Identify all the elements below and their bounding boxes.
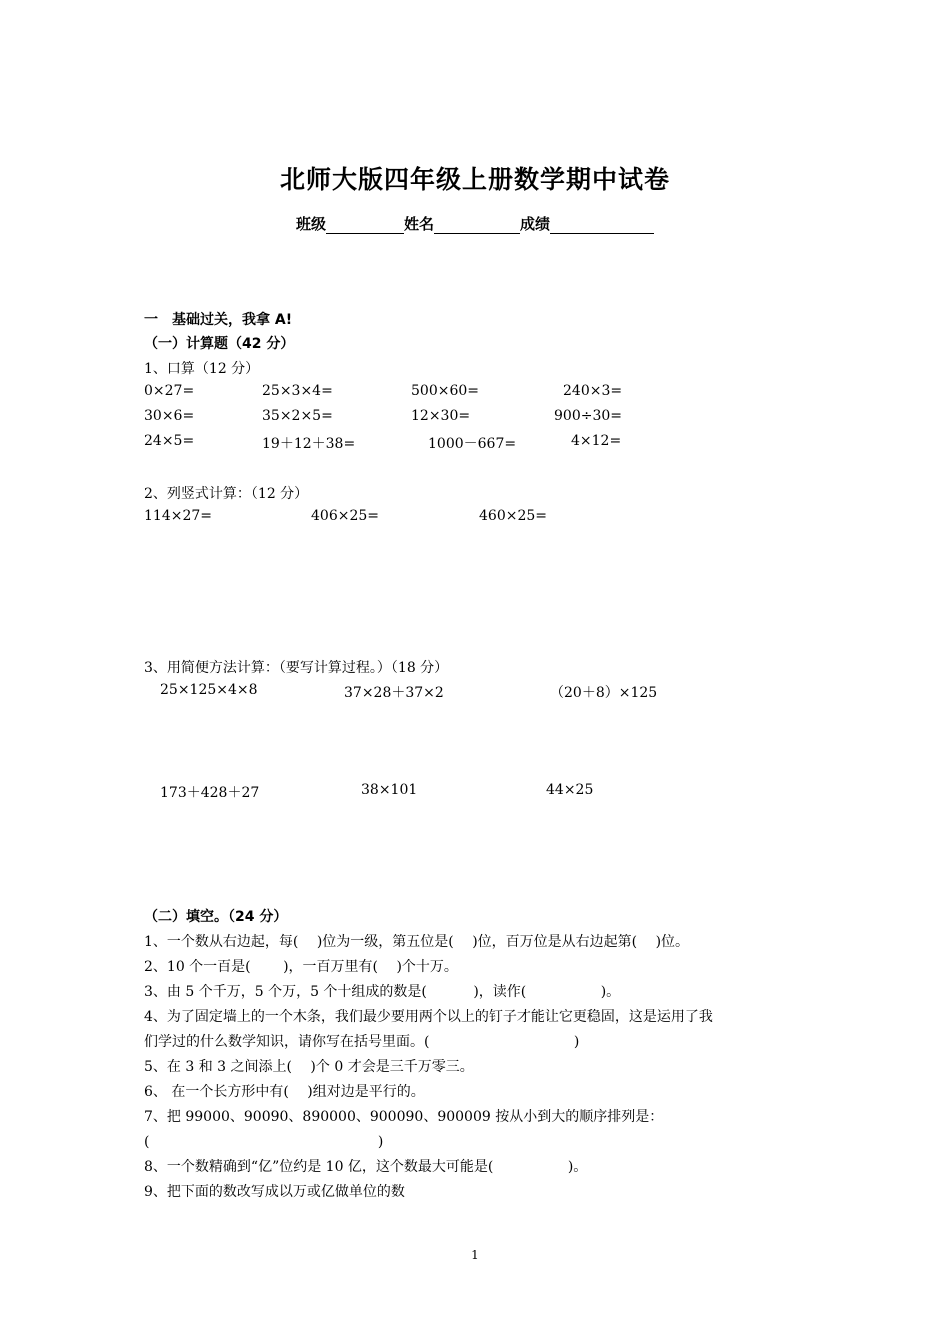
q1-item: 24×5= [144,433,195,449]
q3-item: 44×25 [546,782,594,798]
q3-item: 37×28＋37×2 [344,685,444,701]
q3-item: 38×101 [361,782,418,798]
fill-question: 5、在 3 和 3 之间添上( )个 0 才会是三千万零三。 [144,1059,474,1075]
q1-title: 1、口算（12 分） [144,361,260,377]
fill-question: 6、 在一个长方形中有( )组对边是平行的。 [144,1084,425,1100]
fill-section-heading: （二）填空。（24 分） [144,909,288,925]
page-number: 1 [471,1248,479,1262]
score-label: 成绩 [520,215,551,233]
name-label: 姓名 [403,215,434,233]
q1-item: 240×3= [563,383,623,399]
q1-item: 1000－667= [428,436,517,452]
fill-question: 1、一个数从右边起，每( )位为一级，第五位是( )位，百万位是从右边起第( )位。 [144,934,690,950]
page-title: 北师大版四年级上册数学期中试卷 [279,165,670,194]
q3-item: （20＋8）×125 [550,685,658,701]
q1-item: 12×30= [411,408,471,424]
fill-question: 2、10 个一百是( )，一百万里有( )个十万。 [144,959,458,975]
fill-question: 9、把下面的数改写成以万或亿做单位的数 [144,1184,405,1200]
q1-item: 900÷30= [554,408,622,424]
q1-item: 35×2×5= [262,408,333,424]
fill-question: 8、一个数精确到“亿”位约是 10 亿，这个数最大可能是( )。 [144,1159,588,1175]
part1-heading: 一 基础过关，我拿 A! [144,312,293,328]
q1-item: 4×12= [571,433,622,449]
class-blank[interactable] [326,217,404,234]
q2-item: 406×25= [311,508,379,524]
fill-question: 4、为了固定墙上的一个木条，我们最少要用两个以上的钉子才能让它更稳固，这是运用了我 [144,1009,713,1025]
fill-question: ( ) [144,1134,384,1150]
fill-question: 7、把 99000、90090、890000、900090、900009 按从小到大的顺序排列是： [144,1109,664,1125]
q1-item: 19＋12＋38= [262,436,356,452]
q1-item: 0×27= [144,383,195,399]
fill-question: 3、由 5 个千万，5 个万，5 个十组成的数是( )，读作( )。 [144,984,621,1000]
fill-question: 们学过的什么数学知识，请你写在括号里面。( ) [144,1034,580,1050]
q1-item: 30×6= [144,408,195,424]
q3-item: 25×125×4×8 [160,682,258,698]
q3-item: 173＋428＋27 [160,785,260,801]
q2-item: 114×27= [144,508,212,524]
student-info-line [0,213,950,234]
name-blank[interactable] [434,217,520,234]
q3-title: 3、用简便方法计算：（要写计算过程。）（18 分） [144,660,449,676]
calc-section-heading: （一）计算题（42 分） [144,336,295,352]
class-label: 班级 [295,215,326,233]
q1-item: 25×3×4= [262,383,333,399]
q1-item: 500×60= [411,383,479,399]
score-blank[interactable] [550,217,654,234]
q2-item: 460×25= [479,508,547,524]
q2-title: 2、列竖式计算：（12 分） [144,486,309,502]
